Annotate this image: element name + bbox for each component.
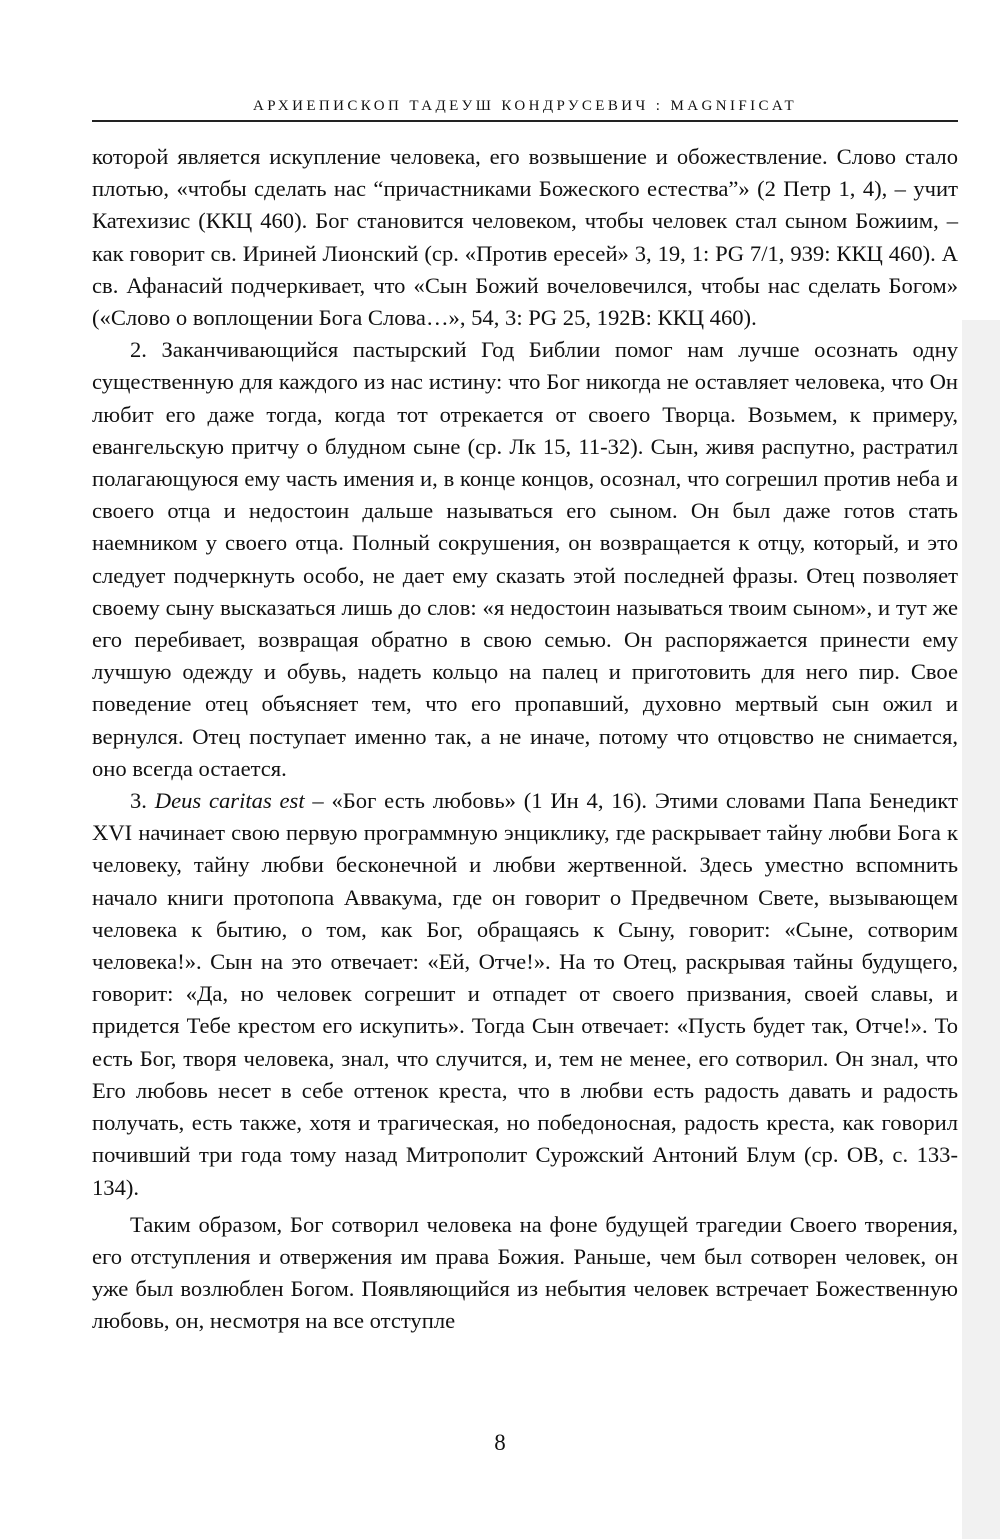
paragraph-1: которой является искупление человека, его возвышение и обожествление. Слово стало плотью, «чтобы сделать нас “причастниками Божеского естества”» (2 Петр 1, 4), – учит Катехизис (ККЦ 460). Бог становится человеком, чтобы человек стал сыном Божиим, – как говорит св. Ириней Лионский (ср. «Против ересей» 3, 19, 1: PG 7/1, 939: ККЦ 460). А св. Афанасий подчеркивает, что «Сын Божий вочеловечился, чтобы нас сделать Богом» («Слово о воплощении Бога Слова…», 54, 3: PG 25, 192B: ККЦ 460).: [92, 144, 958, 331]
header-rule: [92, 120, 958, 122]
paragraph-3: [92, 785, 958, 1204]
paragraph-3-number: 3.: [130, 788, 147, 814]
page-number: 8: [494, 1430, 506, 1455]
page-edge-shadow: [962, 320, 1000, 1539]
body-text: [92, 141, 958, 1338]
running-header: АРХИЕПИСКОП ТАДЕУШ КОНДРУСЕВИЧ : MAGNIFICAT: [252, 98, 798, 114]
paragraph-2: 2. Заканчивающийся пастырский Год Библии помог нам лучше осознать одну существенную для каждого из нас истину: что Бог никогда не оставляет человека, что Он любит его даже тогда, когда тот отрекается от своего Творца. Возьмем, к примеру, евангельскую притчу о блудном сыне (ср. Лк 15, 11-32). Сын, живя распутно, растратил полагающуюся ему часть имения и, в конце концов, осознал, что согрешил против неба и своего отца и недостоин дальше называться его сыном. Он был даже готов стать наемником у своего отца. Полный сокрушения, он возвращается к отцу, который, и это следует подчеркнуть особо, не дает ему сказать этой последней фразы. Отец позволяет своему сыну высказаться лишь до слов: «я недостоин называться твоим сыном», и тут же его перебивает, возвращая обратно в свою семью. Он распоряжается принести ему лучшую одежду и обувь, надеть кольцо на палец и приготовить для него пир. Свое поведение отец объясняет тем, что его пропавший, духовно мертвый сын ожил и вернулся. Отец поступает именно так, а не иначе, потому что отцовство не снимается, оно всегда остается.: [92, 337, 958, 781]
paragraph-3-text: – «Бог есть любовь» (1 Ин 4, 16). Этими словами Папа Бенедикт XVI начинает свою первую программную энциклику, где раскрывает тайну любви Бога к человеку, тайну любви бесконечной и любви жертвенной. Здесь уместно вспомнить начало книги протопопа Аввакума, где он говорит о Предвечном Свете, вызывающем человека к бытию, о том, как Бог, обращаясь к Сыну, говорит: «Сыне, сотворим человека!». Сын на это отвечает: «Ей, Отче!». На то Отец, раскрывая тайны будущего, говорит: «Да, но человек согрешит и отпадет от своего призвания, своей славы, и придется Тебе крестом его искупить». Тогда Сын отвечает: «Пусть будет так, Отче!». То есть Бог, творя человека, знал, что случится, и, тем не менее, его сотворил. Он знал, что Его любовь несет в себе оттенок креста, что в любви есть радость давать и радость получать, есть также, хотя и трагическая, но победоносная, радость креста, как говорил почивший три года тому назад Митрополит Сурожский Антоний Блум (ср. ОВ, с. 133-134).: [92, 788, 958, 1200]
paragraph-4: Таким образом, Бог сотворил человека на фоне будущей трагедии Своего творения, его отступления и отвержения им права Божия. Раньше, чем был сотворен человек, он уже был возлюблен Богом. Появляющийся из небытия человек встречает Божественную любовь, он, несмотря на все отступле: [92, 1211, 958, 1334]
paragraph-3-latin-phrase: Deus caritas est: [154, 788, 305, 814]
